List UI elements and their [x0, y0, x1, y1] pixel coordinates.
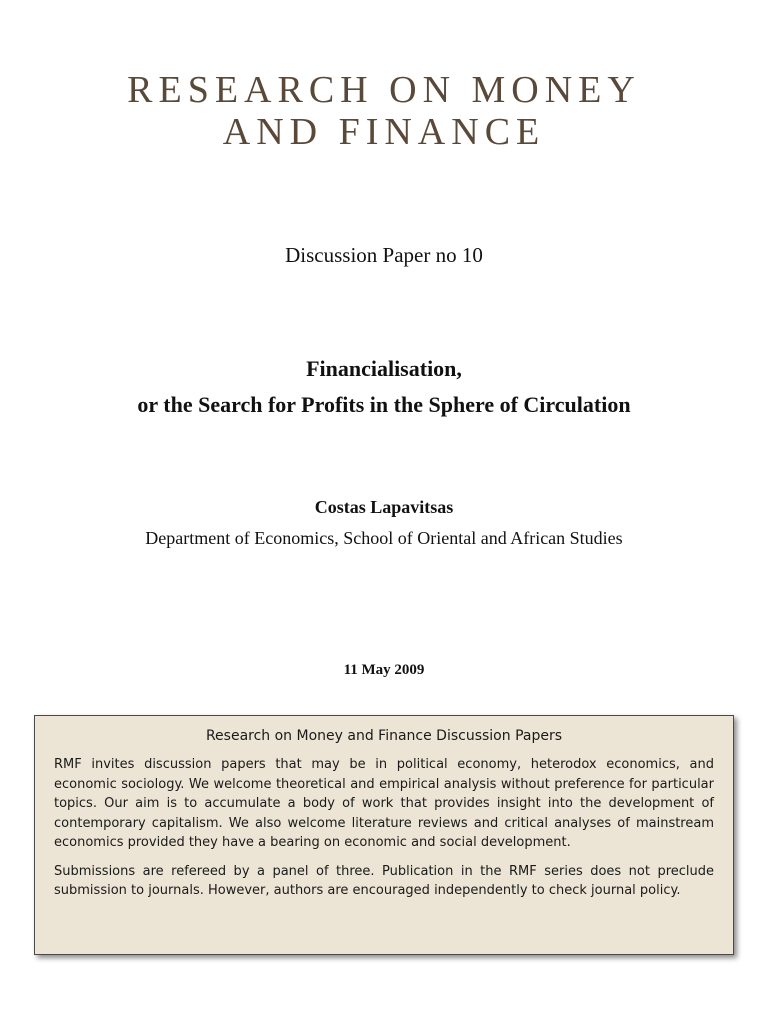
info-box-paragraph-2: Submissions are refereed by a panel of three. Publication in the RMF series does not preclude submission to journals. However, authors are encouraged independently to check journal policy.	[54, 863, 714, 898]
paper-title-line-1: Financialisation,	[306, 356, 462, 381]
series-title-line-1: RESEARCH ON MONEY	[127, 69, 641, 111]
info-box	[34, 715, 734, 955]
info-box-heading: Research on Money and Finance Discussion Papers	[205, 728, 563, 744]
info-box-paragraph-1: RMF invites discussion papers that may be in political economy, heterodox economics, and economic sociology. We welcome theoretical and empirical analysis without preference for particular topics. Our aim is to accumulate a body of work that provides insight into the development of contemporary capitalism. We also welcome literature reviews and critical analyses of mainstream economics provided they have a bearing on economic and social development.	[54, 757, 714, 850]
publication-date: 11 May 2009	[343, 662, 425, 678]
discussion-paper-number: Discussion Paper no 10	[285, 243, 483, 267]
author-affiliation: Department of Economics, School of Oriental and African Studies	[145, 528, 623, 548]
paper-title-line-2: or the Search for Profits in the Sphere of Circulation	[137, 392, 631, 417]
series-title-line-2: AND FINANCE	[222, 111, 546, 153]
author-name: Costas Lapavitsas	[314, 497, 454, 517]
